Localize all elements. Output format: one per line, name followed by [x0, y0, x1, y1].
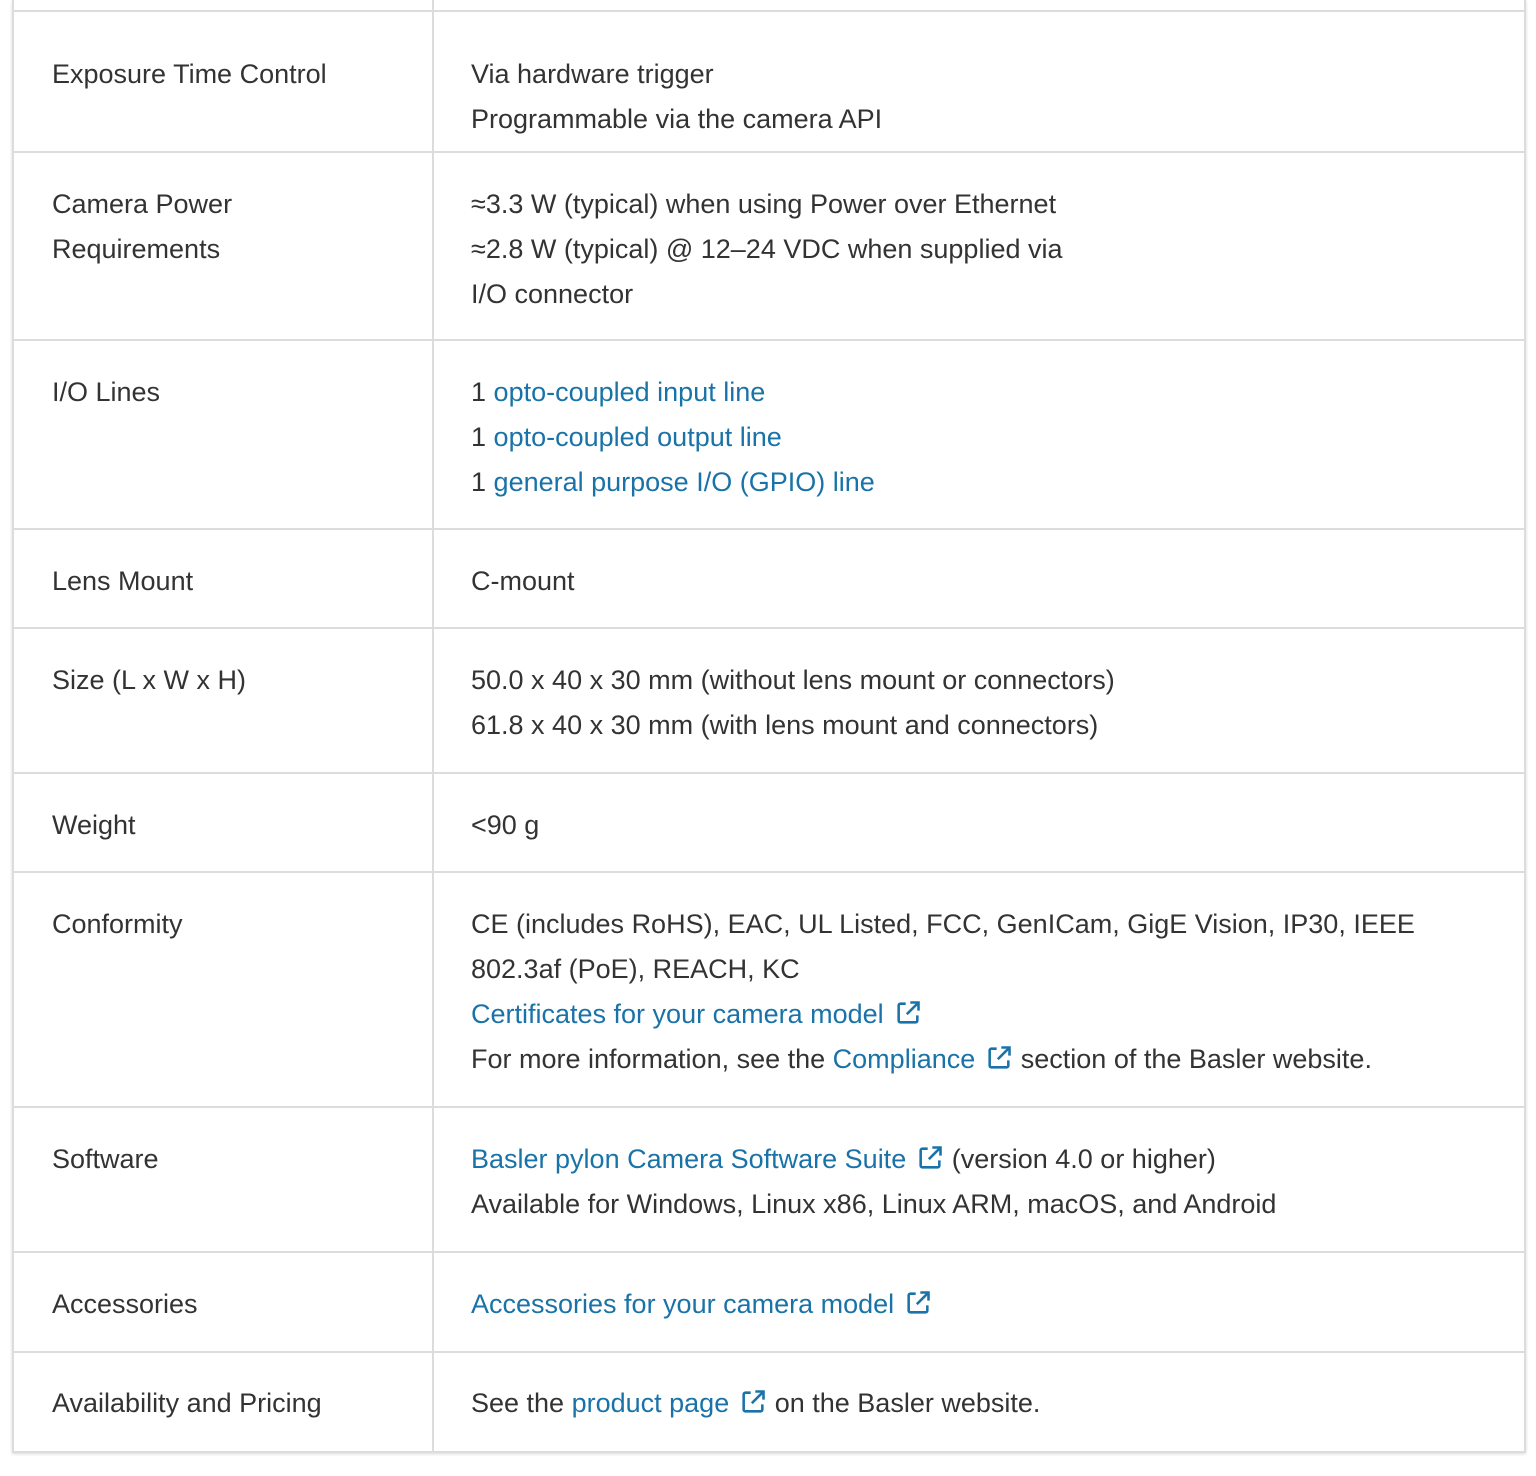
value-line: <90 g	[471, 810, 540, 840]
value-line: C-mount	[471, 566, 575, 596]
accessories-link[interactable]: Accessories for your camera model	[471, 1289, 895, 1319]
pylon-line	[471, 1137, 1494, 1182]
conformity-text: CE (includes RoHS), EAC, UL Listed, FCC, GenICam, GigE Vision, IP30, IEEE 802.3af (PoE), REACH, KC	[471, 909, 1415, 984]
row-value	[433, 1252, 1525, 1352]
table-row-top-partial	[13, 0, 1525, 11]
certificates-line	[471, 992, 1494, 1037]
value-line: Via hardware trigger	[471, 59, 714, 89]
value-line: 50.0 x 40 x 30 mm (without lens mount or connectors)	[471, 665, 1115, 695]
io-line-item	[471, 415, 1494, 460]
value-line: I/O connector	[471, 279, 634, 309]
row-value	[433, 529, 1525, 628]
table-row-exposure-time-control	[13, 11, 1525, 152]
io-line-count: 1	[471, 422, 487, 452]
row-value	[433, 152, 1525, 340]
table-row-software	[13, 1107, 1525, 1252]
row-label: Lens Mount	[13, 529, 433, 628]
table-row-availability-pricing	[13, 1352, 1525, 1452]
external-link-icon[interactable]	[739, 1388, 767, 1416]
table-row-camera-power-requirements	[13, 152, 1525, 340]
row-value	[433, 1107, 1525, 1252]
opto-coupled-output-line-link[interactable]: opto-coupled output line	[493, 422, 782, 452]
row-label: Accessories	[13, 1252, 433, 1352]
row-value	[433, 628, 1525, 773]
row-label: Conformity	[13, 872, 433, 1107]
certificates-link[interactable]: Certificates for your camera model	[471, 999, 884, 1029]
external-link-icon[interactable]	[904, 1289, 932, 1317]
external-link-icon[interactable]	[985, 1044, 1013, 1072]
opto-coupled-input-line-link[interactable]: opto-coupled input line	[493, 377, 766, 407]
more-info-prefix: For more information, see the	[471, 1044, 826, 1074]
availability-prefix: See the	[471, 1388, 565, 1418]
io-line-count: 1	[471, 377, 487, 407]
availability-suffix: on the Basler website.	[774, 1388, 1041, 1418]
row-value	[433, 872, 1525, 1107]
gpio-line-link[interactable]: general purpose I/O (GPIO) line	[493, 467, 875, 497]
row-label	[13, 152, 433, 340]
pylon-software-link[interactable]: Basler pylon Camera Software Suite	[471, 1144, 907, 1174]
io-line-item	[471, 460, 1494, 505]
row-value	[433, 1352, 1525, 1452]
table-row-conformity	[13, 872, 1525, 1107]
more-info-suffix: section of the Basler website.	[1020, 1044, 1372, 1074]
table-row-lens-mount	[13, 529, 1525, 628]
value-line: ≈2.8 W (typical) @ 12–24 VDC when supplied via	[471, 234, 1063, 264]
table-row-io-lines	[13, 340, 1525, 529]
value-line: 61.8 x 40 x 30 mm (with lens mount and connectors)	[471, 710, 1099, 740]
row-label: I/O Lines	[13, 340, 433, 529]
external-link-icon[interactable]	[916, 1144, 944, 1172]
row-label-text: Camera Power Requirements	[52, 189, 233, 264]
value-line: Programmable via the camera API	[471, 104, 883, 134]
more-info-line	[471, 1037, 1494, 1082]
availability-line	[471, 1381, 1494, 1426]
io-line-count: 1	[471, 467, 487, 497]
io-line-item	[471, 370, 1494, 415]
row-label: Weight	[13, 773, 433, 872]
row-value	[433, 11, 1525, 152]
compliance-link[interactable]: Compliance	[832, 1044, 976, 1074]
row-label: Size (L x W x H)	[13, 628, 433, 773]
table-row-weight	[13, 773, 1525, 872]
value-line: ≈3.3 W (typical) when using Power over Ethernet	[471, 189, 1057, 219]
specifications-table	[12, 0, 1526, 1453]
row-label: Software	[13, 1107, 433, 1252]
external-link-icon[interactable]	[894, 999, 922, 1027]
accessories-line	[471, 1282, 1494, 1327]
table-row-accessories	[13, 1252, 1525, 1352]
row-value	[433, 773, 1525, 872]
row-label: Exposure Time Control	[13, 11, 433, 152]
row-label: Availability and Pricing	[13, 1352, 433, 1452]
product-page-link[interactable]: product page	[571, 1388, 730, 1418]
platforms-line: Available for Windows, Linux x86, Linux ARM, macOS, and Android	[471, 1189, 1277, 1219]
table-row-size	[13, 628, 1525, 773]
row-value	[433, 340, 1525, 529]
pylon-version: (version 4.0 or higher)	[951, 1144, 1216, 1174]
